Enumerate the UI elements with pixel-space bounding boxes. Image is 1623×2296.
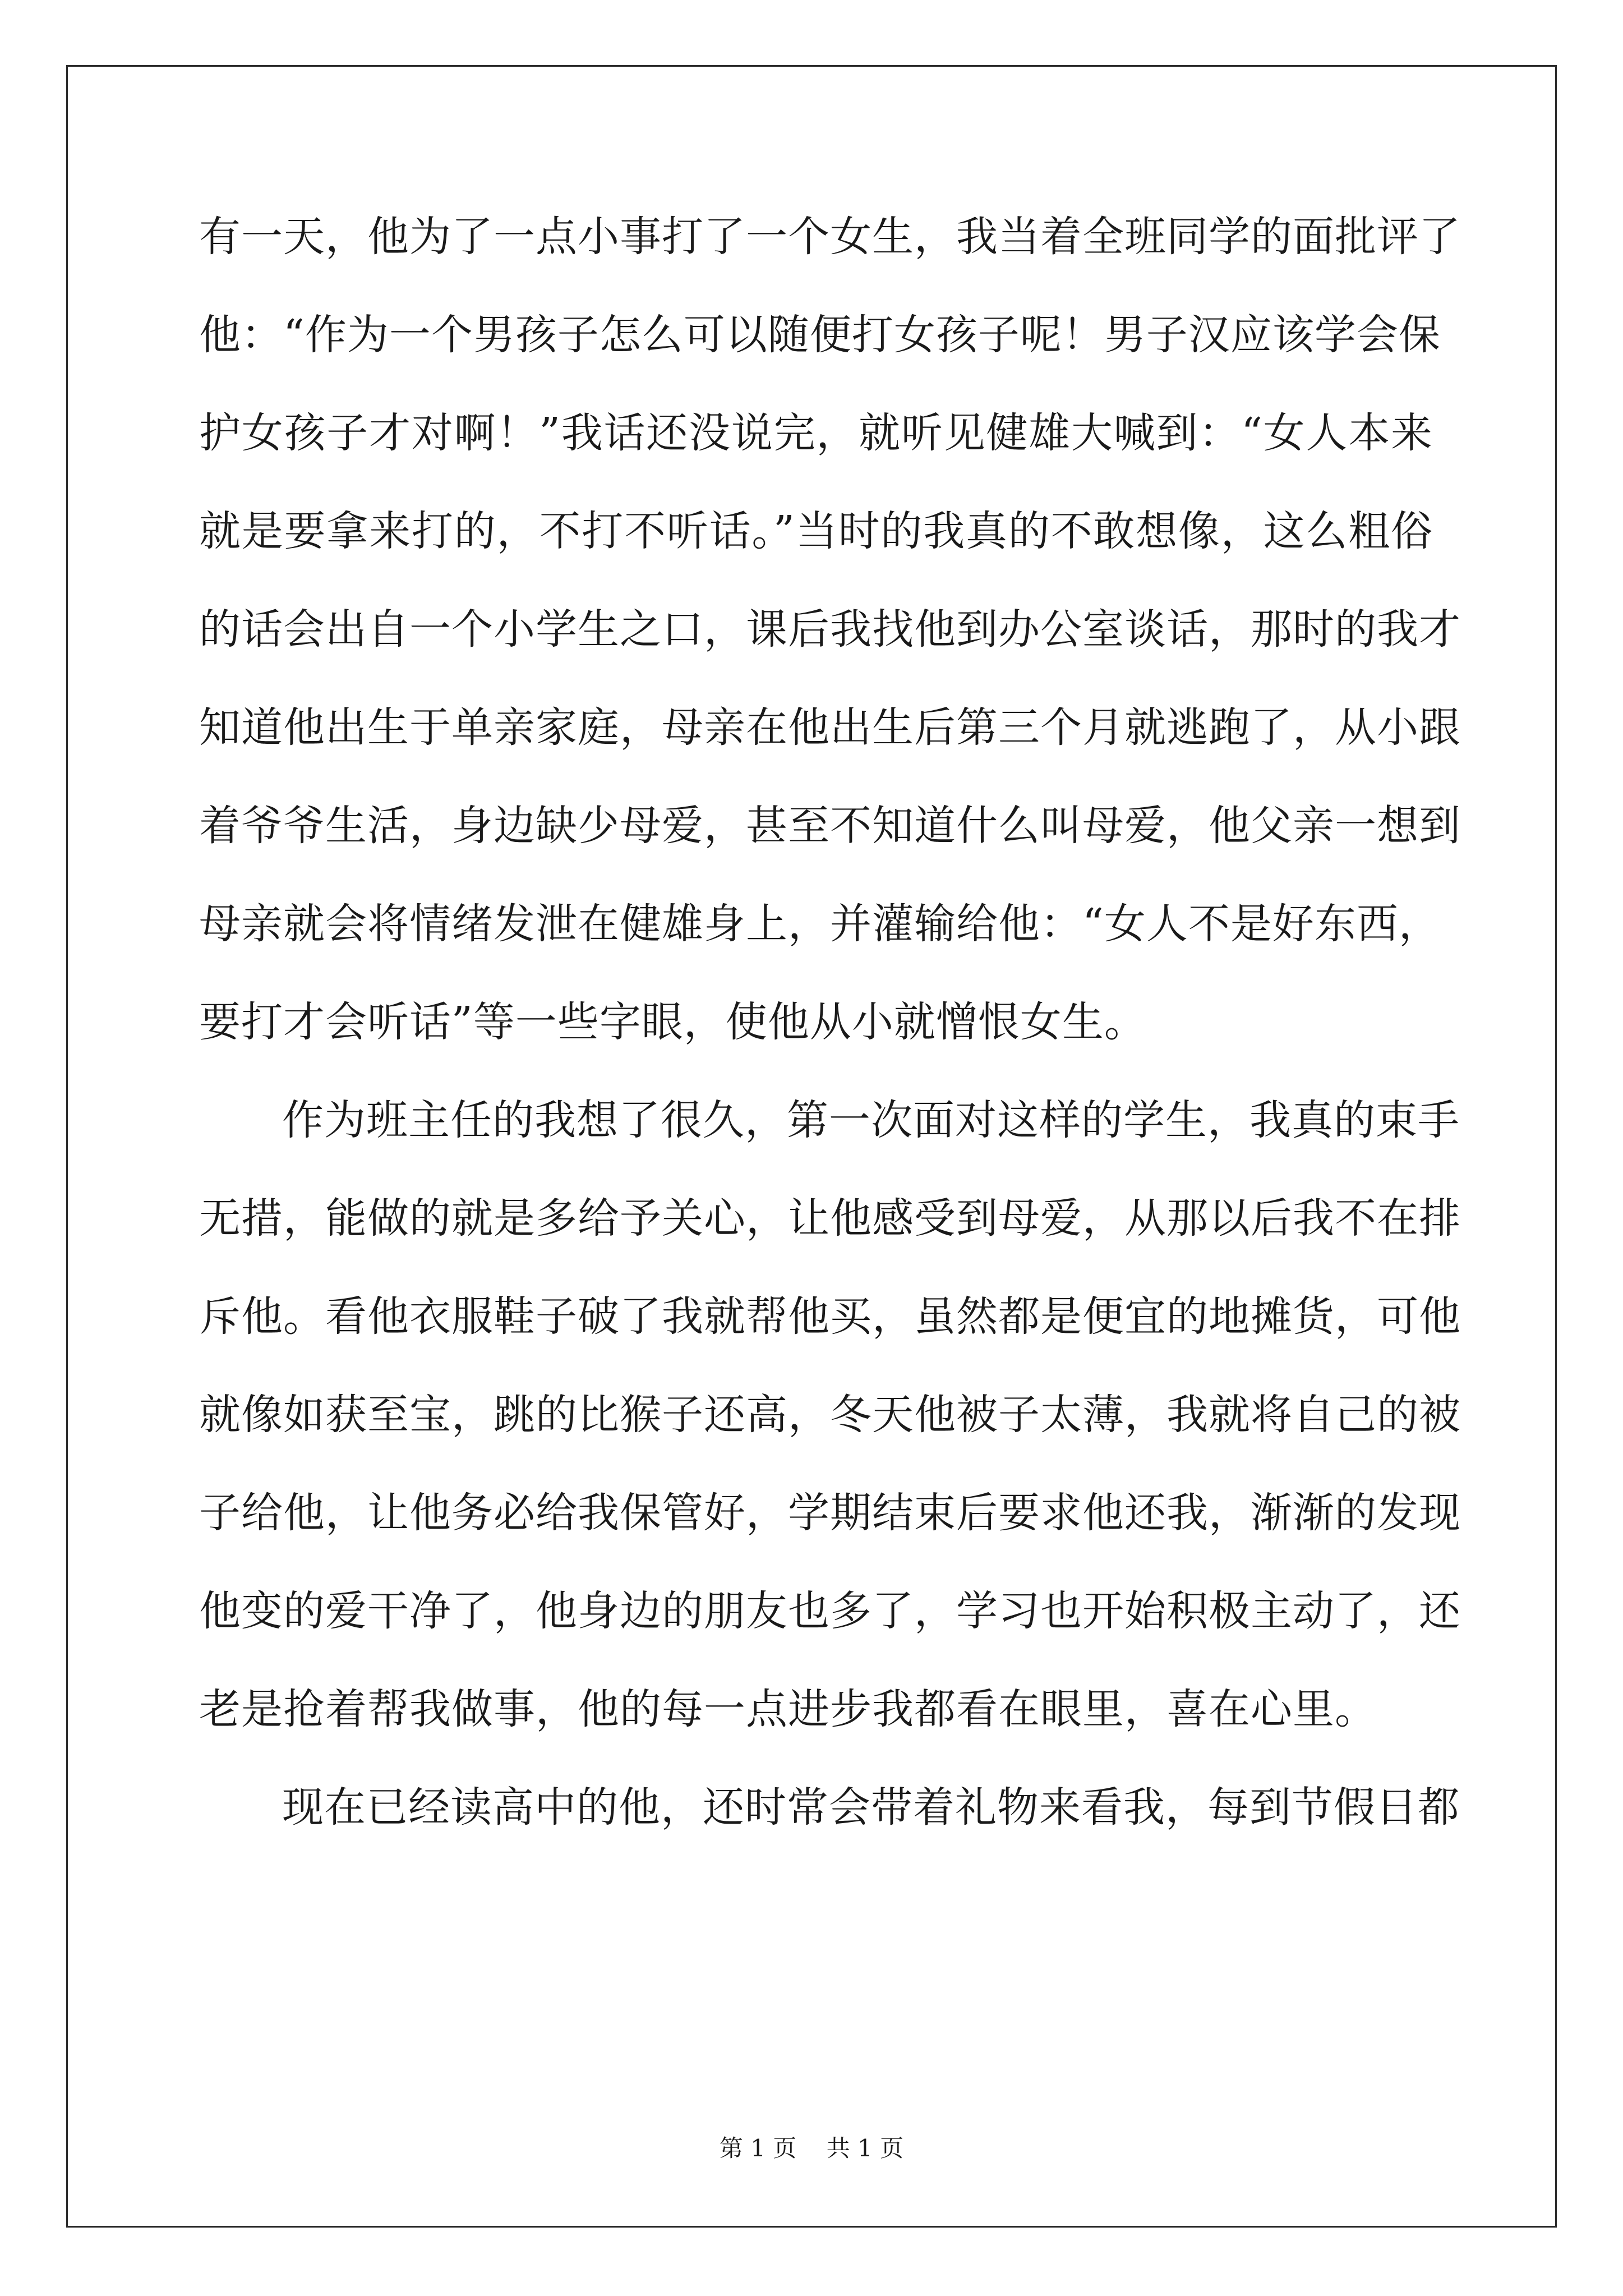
- text-line: 护女孩子才对啊！”我话还没说完，就听见健雄大喊到：“女人本来: [199, 409, 1433, 457]
- text-line: 现在已经读高中的他，还时常会带着礼物来看我，每到节假日都: [282, 1783, 1460, 1832]
- text-line: 知道他出生于单亲家庭，母亲在他出生后第三个月就逃跑了，从小跟: [199, 703, 1461, 752]
- text-line: 斥他。看他衣服鞋子破了我就帮他买，虽然都是便宜的地摊货，可他: [199, 1292, 1461, 1341]
- text-line: 要打才会听话”等一些字眼，使他从小就憎恨女生。: [199, 998, 1146, 1046]
- document-body: [199, 209, 1461, 1878]
- text-line: 作为班主任的我想了很久，第一次面对这样的学生，我真的束手: [282, 1096, 1460, 1144]
- text-line: 就是要拿来打的，不打不听话。”当时的我真的不敢想像，这么粗俗: [199, 507, 1433, 555]
- page-footer: 第 1 页 共 1 页: [719, 2134, 904, 2162]
- text-line: 他变的爱干净了，他身边的朋友也多了，学习也开始积极主动了，还: [199, 1587, 1461, 1635]
- paragraph-1: [199, 209, 1461, 1092]
- paragraph-2: [199, 1092, 1461, 1779]
- text-line: 母亲就会将情绪发泄在健雄身上，并灌输给他：“女人不是好东西，: [199, 900, 1441, 948]
- text-line: 老是抢着帮我做事，他的每一点进步我都看在眼里，喜在心里。: [199, 1685, 1377, 1733]
- text-line: 无措，能做的就是多给予关心，让他感受到母爱，从那以后我不在排: [199, 1194, 1461, 1243]
- text-line: 就像如获至宝，跳的比猴子还高，冬天他被子太薄，我就将自己的被: [199, 1391, 1461, 1439]
- text-line: 他：“作为一个男孩子怎么可以随便打女孩子呢！男子汉应该学会保: [199, 311, 1441, 359]
- paragraph-3: [199, 1779, 1460, 1878]
- text-line: 着爷爷生活，身边缺少母爱，甚至不知道什么叫母爱，他父亲一想到: [199, 802, 1461, 850]
- text-line: 有一天，他为了一点小事打了一个女生，我当着全班同学的面批评了: [199, 213, 1461, 261]
- text-line: 子给他，让他务必给我保管好，学期结束后要求他还我，渐渐的发现: [199, 1489, 1461, 1537]
- text-line: 的话会出自一个小学生之口，课后我找他到办公室谈话，那时的我才: [199, 605, 1461, 654]
